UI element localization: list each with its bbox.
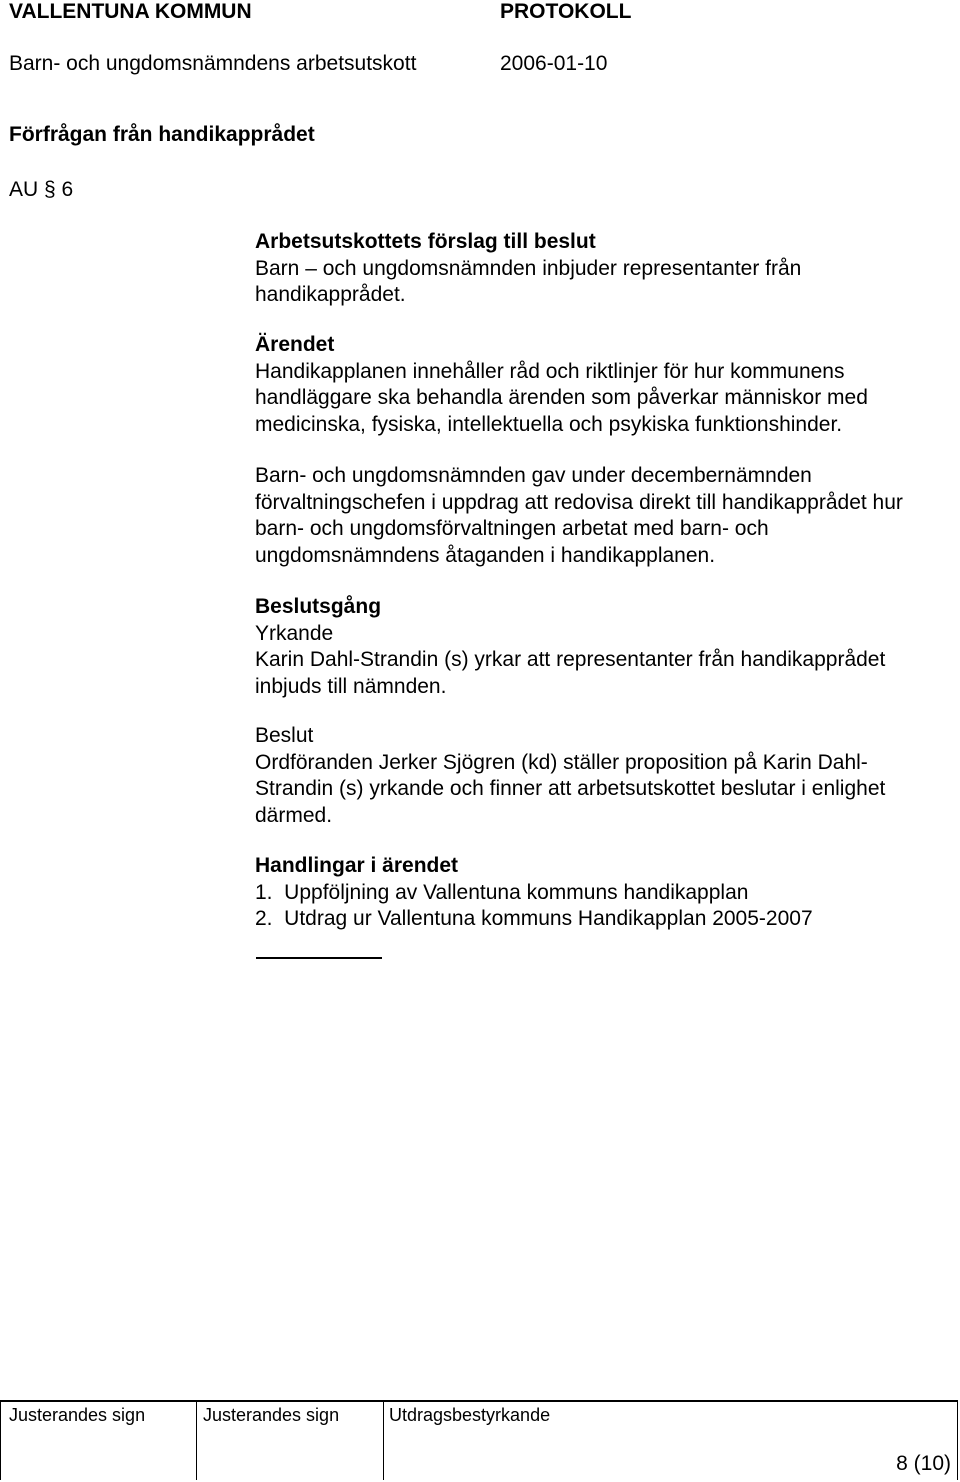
footer-right-border (957, 1400, 958, 1480)
document-item: 2. Utdrag ur Vallentuna kommuns Handikapplan 2005-2007 (255, 907, 813, 930)
decision-label: Beslut (255, 724, 314, 747)
decision-line: Ordföranden Jerker Sjögren (kd) ställer proposition på Karin Dahl- (255, 750, 868, 774)
footer-left-border (0, 1400, 1, 1480)
case-para2-line: barn- och ungdomsförvaltningen arbetat med barn- och (255, 517, 769, 540)
case-para1-line: medicinska, fysiska, intellektuella och psykiska funktionshinder. (255, 412, 843, 436)
footer-divider (383, 1400, 384, 1480)
municipality-name: VALLENTUNA KOMMUN (9, 0, 252, 23)
procedure-section (255, 594, 885, 700)
proposal-section (255, 229, 801, 309)
signature-box-2: Justerandes sign (203, 1405, 340, 1425)
matter-title: Förfrågan från handikapprådet (9, 123, 315, 146)
case-para2-line: förvaltningschefen i uppdrag att redovisa direkt till handikapprådet hur (255, 490, 903, 514)
proposal-line: Barn – och ungdomsnämnden inbjuder representanter från (255, 256, 802, 280)
case-para2-line: ungdomsnämndens åtaganden i handikapplanen. (255, 543, 716, 567)
case-heading: Ärendet (255, 333, 335, 356)
proposal-line: handikapprådet. (255, 283, 406, 306)
matter-number: AU § 6 (9, 178, 74, 201)
document-type: PROTOKOLL (500, 0, 632, 23)
decision-line: Strandin (s) yrkande och finner att arbetsutskottet beslutar i enlighet (255, 777, 886, 800)
case-para1-line: Handikapplanen innehåller råd och riktlinjer för hur kommunens (255, 359, 845, 383)
proposal-heading: Arbetsutskottets förslag till beslut (255, 230, 596, 253)
documents-section (255, 853, 813, 933)
page-number: 8 (10) (896, 1452, 951, 1475)
meeting-date: 2006-01-10 (500, 52, 608, 75)
case-para2-line: Barn- och ungdomsnämnden gav under decembernämnden (255, 464, 812, 487)
footer-divider (196, 1400, 197, 1480)
case-para1-line: handläggare ska behandla ärenden som påverkar människor med (255, 386, 868, 409)
decision-line: därmed. (255, 803, 333, 827)
documents-heading: Handlingar i ärendet (255, 854, 459, 877)
motion-label: Yrkande (255, 621, 334, 645)
extract-certification-box: Utdragsbestyrkande (389, 1405, 551, 1425)
motion-line: Karin Dahl-Strandin (s) yrkar att representanter från handikapprådet (255, 648, 886, 671)
document-item: 1. Uppföljning av Vallentuna kommuns handikapplan (255, 880, 749, 904)
end-rule (256, 957, 382, 959)
motion-line: inbjuds till nämnden. (255, 674, 447, 698)
procedure-heading: Beslutsgång (255, 595, 382, 618)
committee-name: Barn- och ungdomsnämndens arbetsutskott (9, 52, 417, 75)
case-para2 (255, 463, 903, 569)
case-section (255, 332, 868, 438)
footer-top-rule (0, 1400, 958, 1402)
decision-section (255, 723, 885, 829)
signature-box-1: Justerandes sign (9, 1405, 146, 1425)
